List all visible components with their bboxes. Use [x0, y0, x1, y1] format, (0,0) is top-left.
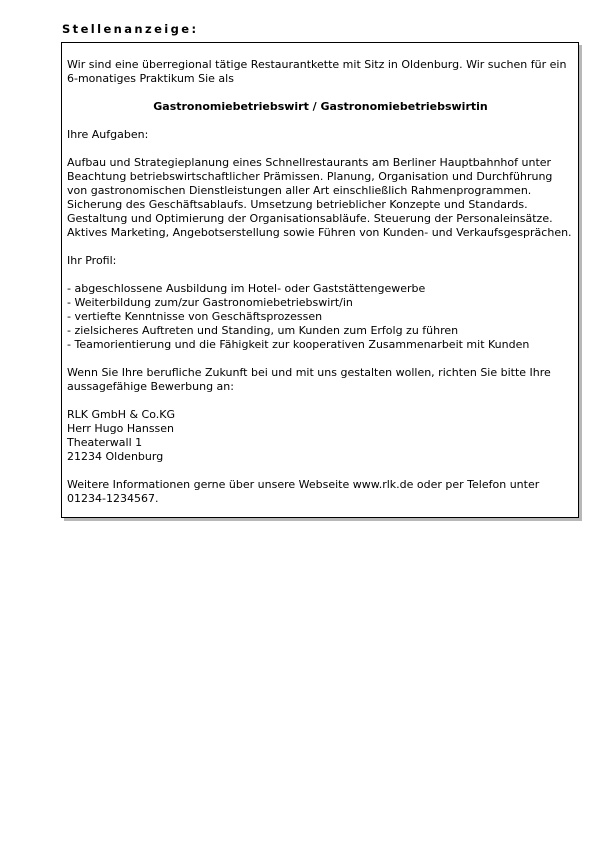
job-ad-box: [61, 42, 579, 518]
contact-paragraph: Weitere Informationen gerne über unsere Webseite www.rlk.de oder per Telefon unter 01234-1234567.: [67, 478, 540, 505]
profile-list: [67, 282, 574, 352]
intro-paragraph: Wir sind eine überregional tätige Restaurantkette mit Sitz in Oldenburg. Wir suchen für ein 6-monatiges Praktikum Sie als: [67, 58, 567, 85]
profile-item: - vertiefte Kenntnisse von Geschäftsprozessen: [67, 310, 323, 323]
profile-item: - Teamorientierung und die Fähigkeit zur kooperativen Zusammenarbeit mit Kunden: [67, 338, 530, 351]
page-title: Stellenanzeige:: [62, 22, 199, 36]
profile-item: - Weiterbildung zum/zur Gastronomiebetriebswirt/in: [67, 296, 353, 309]
address-city: 21234 Oldenburg: [67, 450, 164, 463]
job-title: Gastronomiebetriebswirt / Gastronomiebetriebswirtin: [153, 100, 488, 113]
tasks-paragraph: Aufbau und Strategieplanung eines Schnellrestaurants am Berliner Hauptbahnhof unter Beachtung betriebswirtschaftlicher Prämissen. Planung, Organisation und Durchführung von gastronomischen Dienstleistungen aller Art einschließlich Rahmenprogrammen. Sicherung des Geschäftsablaufs. Umsetzung betrieblicher Konzepte und Standards. Gestaltung und Optimierung der Organisationsabläufe. Steuerung der Personaleinsätze. Aktives Marketing, Angebotserstellung sowie Führen von Kunden- und Verkaufsgesprächen.: [67, 156, 572, 239]
address-company: RLK GmbH & Co.KG: [67, 408, 175, 421]
profile-heading: Ihr Profil:: [67, 254, 117, 267]
address-street: Theaterwall 1: [67, 436, 143, 449]
profile-item: - abgeschlossene Ausbildung im Hotel- oder Gaststättengewerbe: [67, 282, 426, 295]
profile-item: - zielsicheres Auftreten und Standing, um Kunden zum Erfolg zu führen: [67, 324, 459, 337]
address-block: [67, 408, 574, 464]
address-contact: Herr Hugo Hanssen: [67, 422, 175, 435]
application-paragraph: Wenn Sie Ihre berufliche Zukunft bei und mit uns gestalten wollen, richten Sie bitte Ihre aussagefähige Bewerbung an:: [67, 366, 551, 393]
tasks-heading: Ihre Aufgaben:: [67, 128, 149, 141]
